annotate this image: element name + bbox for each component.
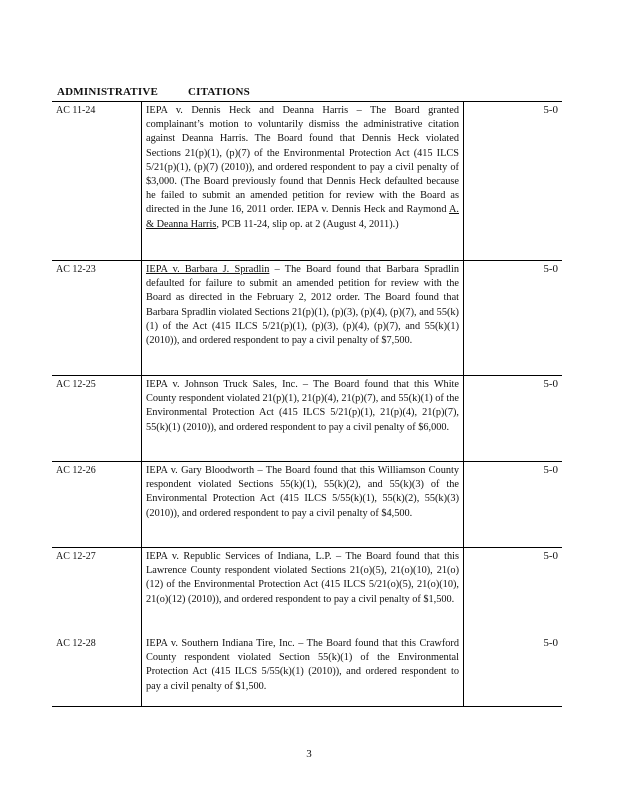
vote-count: 5-0 [543, 263, 558, 275]
case-name-underlined: IEPA v. Barbara J. Spradlin [146, 264, 270, 275]
vote-count: 5-0 [543, 550, 558, 562]
heading-word-citations: CITATIONS [188, 86, 250, 98]
case-description [142, 548, 464, 635]
case-name-underlined: A. & Deanna Harris [146, 204, 459, 230]
case-row [52, 548, 562, 635]
page-number: 3 [306, 748, 312, 760]
case-number: AC 11-24 [52, 102, 142, 260]
case-number: AC 12-28 [52, 635, 142, 706]
vote-count: 5-0 [543, 104, 558, 116]
case-description [142, 102, 464, 260]
case-number: AC 12-23 [52, 261, 142, 375]
case-row [52, 102, 562, 261]
heading-word-administrative: ADMINISTRATIVE [57, 86, 158, 98]
case-row [52, 635, 562, 707]
case-description [142, 462, 464, 547]
case-text: IEPA v. Gary Bloodworth – The Board found that this Williamson County respondent violated Sections 55(k)(1), 55(k)(2), and 55(k)(3) of the Environmental Protection Act (415 ILCS 5/55(k)(1), 55(k)(2), 55(k)(3) (2010)), and ordered respondent to pay a civil penalty of $4,500. [146, 465, 459, 519]
case-text: IEPA v. Republic Services of Indiana, L.P. – The Board found that this Lawrence County respondent violated Sections 21(o)(5), 21(o)(10), 21(o)(12) of the Environmental Protection Act (415 ILCS 5/21(o)(5), 21(o)(10), 21(o)(12) (2010)), and ordered respondent to pay a civil penalty of $1,500. [146, 551, 459, 605]
section-heading [57, 86, 250, 98]
case-row [52, 462, 562, 548]
case-text: IEPA v. Southern Indiana Tire, Inc. – The Board found that this Crawford County respondent violated Section 55(k)(1) of the Environmental Protection Act (415 ILCS 5/55(k)(1) (2010)), and ordered respondent to pay a civil penalty of $1,500. [146, 638, 459, 692]
case-text: – The Board found that Barbara Spradlin defaulted for failure to submit an amended petition for review with the Board as directed in the February 2, 2012 order. The Board found that Barbara Spradlin violated Sections 21(p)(1), (p)(3), (p)(4), (p)(7), and 55(k)(1) of the Act (415 ILCS 5/21(p)(1), (p)(3), (p)(4), (p)(7), and 55(k)(1) (2010)), and ordered respondent to pay a civil penalty of $7,500. [146, 264, 459, 347]
case-number: AC 12-25 [52, 376, 142, 461]
vote-count: 5-0 [543, 378, 558, 390]
case-row [52, 261, 562, 376]
vote-count: 5-0 [543, 464, 558, 476]
case-number: AC 12-27 [52, 548, 142, 635]
case-row [52, 376, 562, 462]
case-description [142, 261, 464, 375]
case-description [142, 376, 464, 461]
case-description [142, 635, 464, 706]
case-text: , PCB 11-24, slip op. at 2 (August 4, 2011).) [216, 218, 399, 230]
vote-count: 5-0 [543, 637, 558, 649]
citations-table [52, 101, 562, 707]
case-text: IEPA v. Dennis Heck and Deanna Harris – The Board granted complainant’s motion to voluntarily dismiss the administrative citation against Deanna Harris. The Board found that Dennis Heck violated Sections 21(p)(1), (p)(7) of the Environmental Protection Act (415 ILCS 5/21(p)(1), (p)(7) (2010)), and ordered respondent to pay a civil penalty of $3,000. (The Board previously found that Dennis Heck defaulted because he failed to submit an amended petition for review with the Board as directed in the June 16, 2011 order. IEPA v. Dennis Heck and Raymond [146, 105, 459, 216]
case-text: IEPA v. Johnson Truck Sales, Inc. – The Board found that this White County respondent violated 21(p)(1), 21(p)(4), 21(p)(7), and 55(k)(1) of the Environmental Protection Act (415 ILCS 5/21(p)(1), 21(p)(4), 21(p)(7), 55(k)(1) (2010)), and ordered respondent to pay a civil penalty of $6,000. [146, 379, 459, 433]
case-number: AC 12-26 [52, 462, 142, 547]
